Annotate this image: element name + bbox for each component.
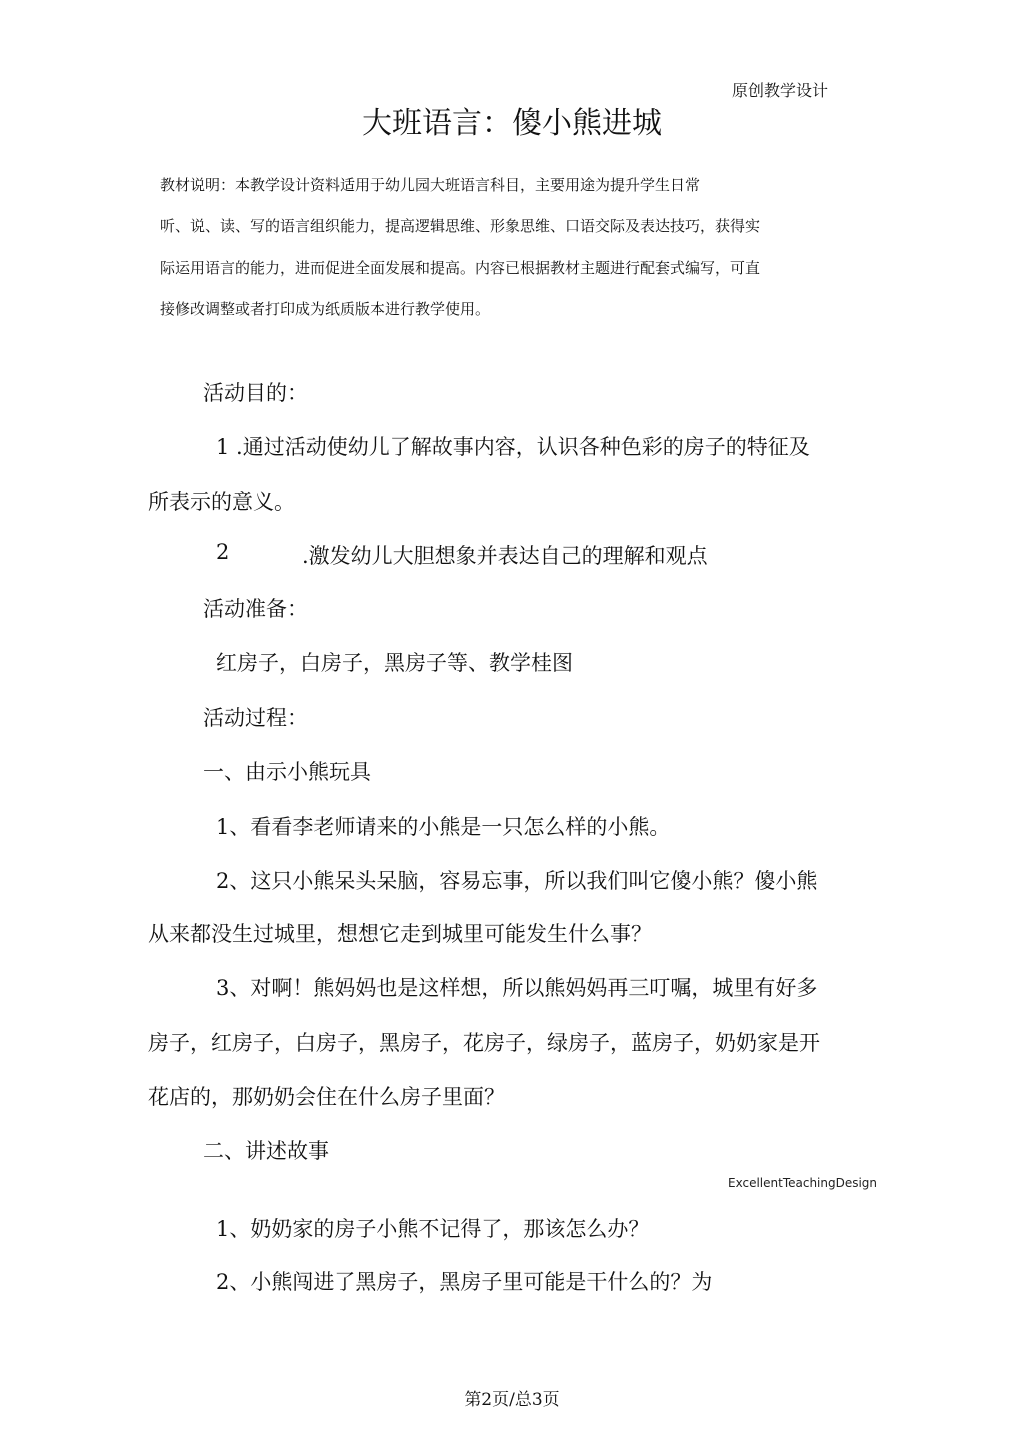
goal-heading: 活动目的： xyxy=(203,381,308,405)
goal-1-line-1: 1 .通过活动使幼儿了解故事内容，认识各种色彩的房子的特征及 xyxy=(216,435,810,459)
section-1-item-1: 1、看看李老师请来的小熊是一只怎么样的小熊。 xyxy=(216,815,671,839)
section-2-heading: 二、讲述故事 xyxy=(203,1139,329,1163)
description-line-2: 听、说、读、写的语言组织能力，提高逻辑思维、形象思维、口语交际及表达技巧，获得实 xyxy=(160,217,761,235)
description-line-4: 接修改调整或者打印成为纸质版本进行教学使用。 xyxy=(160,300,491,318)
goal-2-number: 2 xyxy=(216,540,230,564)
section-1-heading: 一、由示小熊玩具 xyxy=(203,760,371,784)
section-1-item-2-line-1: 2、这只小熊呆头呆脑，容易忘事，所以我们叫它傻小熊？傻小熊 xyxy=(216,869,818,893)
goal-1-line-2: 所表示的意义。 xyxy=(148,490,295,514)
description-line-3: 际运用语言的能力，进而促进全面发展和提高。内容已根据教材主题进行配套式编写，可直 xyxy=(160,259,761,277)
page-title: 大班语言：傻小熊进城 xyxy=(362,106,662,141)
section-1-item-3-line-2: 房子，红房子，白房子，黑房子，花房子，绿房子，蓝房子，奶奶家是开 xyxy=(148,1031,820,1055)
goal-2-text: .激发幼儿大胆想象并表达自己的理解和观点 xyxy=(302,544,708,568)
watermark: ExcellentTeachingDesign xyxy=(728,1176,878,1190)
process-heading: 活动过程： xyxy=(203,706,308,730)
section-1-item-2-line-2: 从来都没生过城里，想想它走到城里可能发生什么事？ xyxy=(148,922,652,946)
description-line-1: 教材说明：本教学设计资料适用于幼儿园大班语言科目，主要用途为提升学生日常 xyxy=(160,176,701,194)
section-1-item-3-line-3: 花店的，那奶奶会住在什么房子里面？ xyxy=(148,1085,505,1109)
prep-text: 红房子，白房子，黑房子等、教学桂图 xyxy=(216,651,573,675)
section-2-item-2: 2、小熊闯进了黑房子，黑房子里可能是干什么的？为 xyxy=(216,1270,713,1294)
section-2-item-1: 1、奶奶家的房子小熊不记得了，那该怎么办？ xyxy=(216,1217,650,1241)
prep-heading: 活动准备： xyxy=(203,597,308,621)
header-note: 原创教学设计 xyxy=(732,81,829,100)
section-1-item-3-line-1: 3、对啊！熊妈妈也是这样想，所以熊妈妈再三叮嘱，城里有好多 xyxy=(216,976,818,1000)
page-number: 第2页/总3页 xyxy=(464,1390,560,1410)
